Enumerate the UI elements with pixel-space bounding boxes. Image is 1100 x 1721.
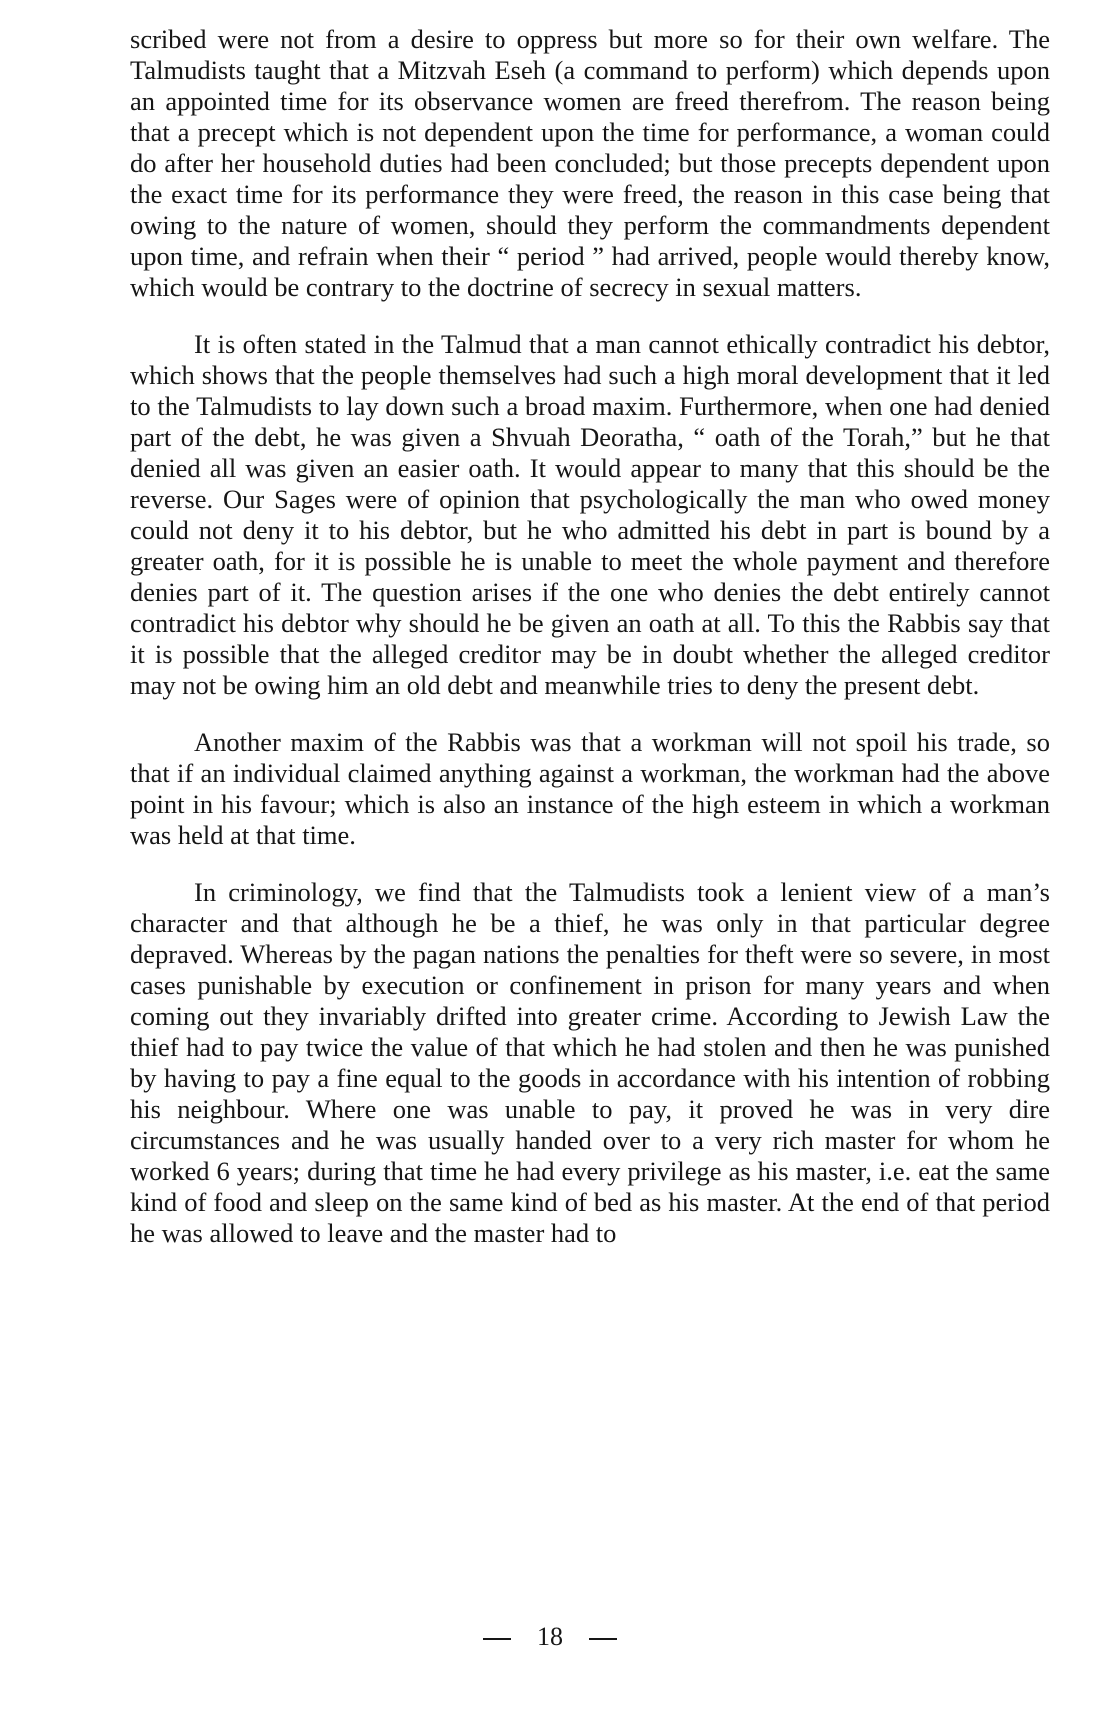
paragraph-workman: Another maxim of the Rabbis was that a workman will not spoil his trade, so that if an individual claimed anything against a workman, the workman had the above point in his favour; which is also an instance of the high esteem in which a workman was held at that time. <box>130 727 1050 850</box>
page-body <box>130 24 1050 1275</box>
page-number: 18 <box>537 1622 563 1651</box>
paragraph-continued: scribed were not from a desire to oppress but more so for their own welfare. The Talmudists taught that a Mitzvah Eseh (a command to perform) which depends upon an appointed time for its observance women are freed therefrom. The reason being that a precept which is not dependent upon the time for performance, a woman could do after her household duties had been concluded; but those precepts dependent upon the exact time for its performance they were freed, the reason in this case being that owing to the nature of women, should they perform the commandments dependent upon time, and refrain when their “ period ” had arrived, people would thereby know, which would be contrary to the doctrine of secrecy in sexual matters. <box>130 24 1050 302</box>
page-footer <box>0 1622 1100 1652</box>
folio-dash-left <box>483 1638 511 1640</box>
paragraph-oath: It is often stated in the Talmud that a man cannot ethically contradict his debtor, which shows that the people themselves had such a high moral development that it led to the Talmudists to lay down such a broad maxim. Furthermore, when one had denied part of the debt, he was given a Shvuah Deoratha, “ oath of the Torah,” but he that denied all was given an easier oath. It would appear to many that this should be the reverse. Our Sages were of opinion that psychologically the man who owed money could not deny it to his debtor, but he who admitted his debt in part is bound by a greater oath, for it is possible he is unable to meet the whole payment and therefore denies part of it. The question arises if the one who denies the debt entirely cannot contradict his debtor why should he be given an oath at all. To this the Rabbis say that it is possible that the alleged creditor may be in doubt whether the alleged creditor may not be owing him an old debt and meanwhile tries to deny the present debt. <box>130 329 1050 700</box>
folio-dash-right <box>589 1638 617 1640</box>
paragraph-criminology: In criminology, we find that the Talmudists took a lenient view of a man’s character and that although he be a thief, he was only in that particular degree depraved. Whereas by the pagan nations the penalties for theft were so severe, in most cases punishable by execution or confinement in prison for many years and when coming out they invariably drifted into greater crime. According to Jewish Law the thief had to pay twice the value of that which he had stolen and then he was punished by having to pay a fine equal to the goods in accordance with his intention of robbing his neighbour. Where one was unable to pay, it proved he was in very dire circumstances and he was usually handed over to a very rich master for whom he worked 6 years; during that time he had every privilege as his master, i.e. eat the same kind of food and sleep on the same kind of bed as his master. At the end of that period he was allowed to leave and the master had to <box>130 877 1050 1248</box>
